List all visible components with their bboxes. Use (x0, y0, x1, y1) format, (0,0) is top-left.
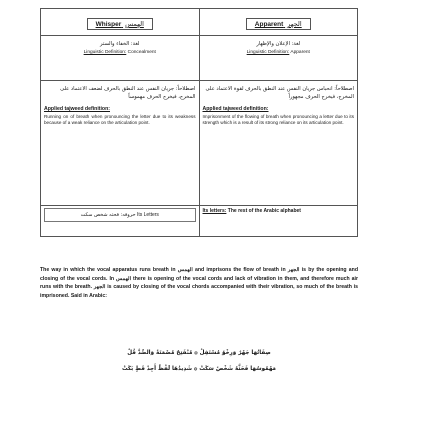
poem-verse-2: مَهْمُوسُهَا فَحَثَّهُ شَخْصٌ سَكَتْ ۞ شَدِيدُهَا لَفْظُ أَجِدْ قَطٍ بَكَتْ (122, 366, 276, 372)
poem-verse-1: صِفَاتُهَا جَهْرٌ وَرِخْوٌ مُسْتَفِلْ ۞ مُنْفَتِحٌ مُصْمَتَةٌ وَالضِّدَّ قُلْ (127, 350, 271, 356)
comparison-table (40, 8, 358, 237)
tajweed-row (41, 81, 358, 206)
apparent-letters (203, 208, 355, 215)
whisper-linguistic-label: Linguistic Definition: (83, 50, 127, 55)
whisper-linguistic-value: Concealment (127, 50, 156, 55)
apparent-letters-text: The rest of the Arabic alphabet (227, 208, 301, 214)
apparent-linguistic-value: Apparent (290, 50, 310, 55)
whisper-letters-label: Its Letters (136, 212, 159, 218)
whisper-linguistic-cell (41, 36, 200, 81)
apparent-meaning-ar: لغة: الإعلان والإظهار (256, 41, 301, 47)
whisper-applied-text: Running on of breath when pronouncing the letter due to its weakness because of a weak reliance on the articulation point. (44, 113, 196, 126)
apparent-linguistic-label: Linguistic Definition: (246, 50, 290, 55)
apparent-linguistic-cell (199, 36, 358, 81)
linguistic-row (41, 36, 358, 81)
whisper-header-cell (41, 9, 200, 36)
apparent-applied-text: Imprisonment of the flowing of breath when pronouncing a letter due to its strength which is a result of its strong reliance on its articulation point. (202, 113, 354, 126)
whisper-letters (44, 208, 196, 222)
apparent-header-cell (199, 9, 358, 36)
apparent-header-en: Apparent (254, 21, 284, 28)
whisper-header (87, 18, 153, 30)
whisper-letters-cell (41, 206, 200, 237)
apparent-letters-label: Its letters: (202, 208, 227, 214)
whisper-header-ar: الهمس (125, 20, 144, 28)
whisper-header-en: Whisper (95, 21, 122, 28)
apparent-letters-cell (199, 206, 358, 237)
explanation-text: The way in which the vocal apparatus runs breath in الهمس and imprisons the flow of breath in الجهر is by the opening and closing of the vocal cords. In الهمس there is opening of the vocal cords and lack of vibration in them, and therefore much air runs with the breath. الجهر is caused by closing of the vocal chords accompanied with their vibration, so much of the breath is imprisoned. Said in Arabic: (40, 267, 358, 299)
apparent-header-ar: الجهر (287, 20, 302, 28)
apparent-tajweed-cell (199, 81, 358, 206)
apparent-tajweed-ar: اصطلاحاً: انحباس جريان النفس عند النطق بالحرف لقوة الاعتماد على المخرج، فيخرج الحرف مجهوراً (205, 86, 354, 101)
whisper-letters-ar: حروفه: فحثه شخص سكت (80, 212, 136, 218)
whisper-applied-label: Applied tajweed definition: (44, 105, 110, 112)
letters-row (41, 206, 358, 237)
apparent-header (246, 18, 311, 30)
apparent-applied-label: Applied tajweed definition: (202, 105, 269, 112)
explanation-paragraph (40, 266, 358, 300)
whisper-tajweed-ar: اصطلاحاً: جريان النفس عند النطق بالحرف لضعف الاعتماد على المخرج، فيخرج الحرف مهموساً (60, 86, 196, 101)
table-header-row (41, 9, 358, 36)
whisper-tajweed-cell (41, 81, 200, 206)
whisper-meaning-ar: لغة: الخفاء والستر (99, 41, 140, 47)
whisper-linguistic-definition (44, 50, 196, 55)
apparent-linguistic-definition (203, 50, 355, 55)
